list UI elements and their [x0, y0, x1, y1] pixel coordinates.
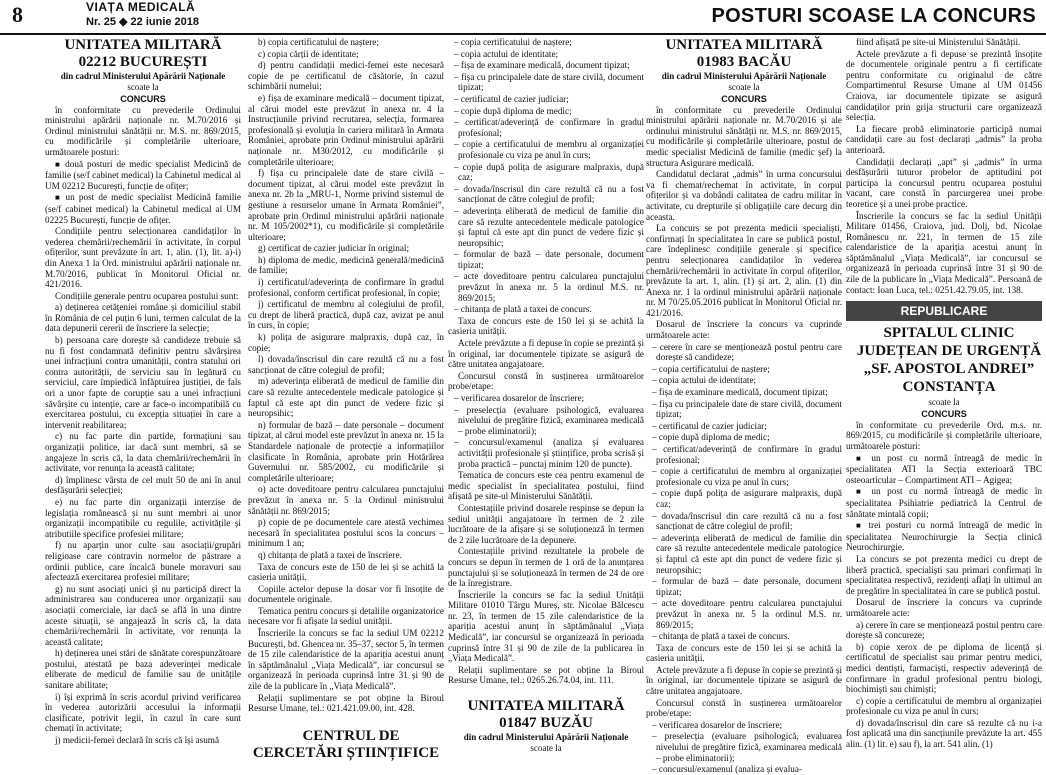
publication-name: VIAȚA MEDICALĂ — [86, 0, 196, 14]
unit-city-buzau: 01847 BUZĂU — [499, 715, 593, 732]
paragraph: – copie după diploma de medic; — [652, 432, 770, 443]
paragraph: – certificatul de cazier judiciar; — [454, 93, 569, 104]
column-4-body — [646, 105, 842, 775]
unit-subtitle-bacau: din cadrul Ministerului Apărării Naționale — [661, 71, 827, 81]
announce-line-buzau: scoate la — [530, 743, 562, 754]
paragraph: Tematica de concurs este cea pentru examenul de medic specialist în specialitatea postului, fiind afișată pe site-ul Ministerului Sănătății. — [448, 470, 644, 502]
paragraph: – copie după polița de asigurare malpraxis, după caz; — [454, 161, 644, 183]
paragraph: ■ un post cu normă întreagă de medic în specialitatea ATI la Secția exterioară TBC osteoarticular – Compartiment ATI – Agigea; — [846, 453, 1042, 486]
paragraph: k) polița de asigurare malpraxis, după caz, în copie; — [248, 332, 444, 353]
paragraph: Concursul constă în susținerea următoarelor probe/etape: — [646, 697, 842, 719]
paragraph: p) copie de pe documentele care atestă vechimea necesară în specialitatea postului scos la concurs – minimum 1 an; — [248, 517, 444, 549]
paragraph: – copia certificatului de naștere; — [454, 37, 572, 47]
paragraph: Condițiile generale pentru ocuparea postului sunt: — [55, 290, 239, 301]
paragraph: h) deținerea unei stări de sănătate corespunzătoare postului, atestată pe baza adeverinței medicale eliberate de medicul de familie sau de unitățile sanitare abilitate; — [45, 648, 241, 691]
paragraph: – fișa cu principalele date de stare civilă, document tipizat; — [652, 398, 842, 420]
paragraph: – copie a certificatului de membru al organizației profesionale cu viza pe anul în curs; — [652, 466, 842, 487]
centru-title: CENTRUL DE CERCETĂRI ȘTIINȚIFICE — [252, 727, 440, 761]
paragraph: c) copia cărții de identitate; — [258, 48, 359, 59]
paragraph: – fișa cu principalele date de stare civilă, document tipizat; — [454, 71, 644, 93]
column-2-body — [248, 37, 444, 714]
paragraph: Taxa de concurs este de 150 de lei și se achită la casieria unității. — [248, 561, 444, 583]
paragraph: Candidații declarați „apt” și „admis” în urma desfășurării tuturor probelor de aptitudini pot participa la concursul pentru ocuparea postului vacant, care constă în parcurgerea unei probe teoretice și a unei probe practice. — [846, 156, 1042, 209]
announce-line: scoate la — [127, 82, 159, 92]
paragraph: a) cerere în care se menționează postul pentru care dorește să concureze; — [846, 619, 1042, 641]
paragraph: ■ un post de medic specialist Medicină familie (se/f cabinet medical) la Cabinetul medical al UM 02225 București, funcție de ofițer. — [45, 192, 241, 225]
paragraph: q) chitanța de plată a taxei de înscriere. — [258, 549, 402, 560]
paragraph: Dosarul de înscriere la concurs va cuprinde următoarele acte: — [846, 597, 1042, 618]
issue-info: Nr. 25 ◆ 22 iunie 2018 — [86, 16, 200, 28]
paragraph: Condițiile pentru selecționarea candidaților în vederea chemării/rechemării în activitate, în corpul ofițerilor, sunt prevăzute în art. 1, alin. (1), lit. a)-i) din Anexa 1 la Ord. ministrului apărării naționale nr. M.70/2016, publicat în Monitorul Oficial nr. 421/2016. — [45, 226, 241, 290]
paragraph: ■ două posturi de medic specialist Medicină de familie (se/f cabinet medical) la Cabinetul medical al UM 02212 București, funcție de ofițer; — [45, 159, 241, 192]
column-5-body-2 — [846, 420, 1042, 750]
paragraph: – verificarea dosarelor de înscriere; — [454, 393, 585, 403]
paragraph: – preselecția (evaluare psihologică, evaluarea nivelului de pregătire fizică, examinarea medicală – probe eliminatorii); — [652, 731, 842, 763]
paragraph: b) copie xerox de pe diploma de licență și certificatul de specialist sau primar pentru medici, medici dentiști, farmaciști, respectiv adeverință de confirmare în gradul profesional pentru biologi, biochimiști sau chimiști; — [846, 641, 1042, 695]
unit-title-buzau: UNITATEA MILITARĂ — [467, 698, 625, 715]
paragraph: – copia actului de identitate; — [652, 375, 757, 386]
paragraph: – acte doveditoare pentru calcularea punctajului prevăzut în anexa nr. 5 la ordinul M.S. nr. 869/2015; — [652, 598, 842, 630]
concurs-label-bacau: CONCURS — [721, 93, 767, 104]
announce-line-hospital: scoate la — [928, 397, 960, 408]
republicare-band: REPUBLICARE — [846, 301, 1042, 321]
paragraph: – chitanța de plată a taxei de concurs. — [454, 304, 592, 315]
paragraph: – chitanța de plată a taxei de concurs. — [652, 631, 790, 642]
paragraph: Înscrierile la concurs se fac la sediul Unității Militare 01456, Craiova, jud. Dolj, bd. Nicolae Românescu nr. 221, în termen de 15 zile calendaristice de la apariția acestui anunț în săptămânalul „Viața Medicală”, iar concursul se organizează în perioada cuprinsă între 31 și 90 de zile de la publicare în „Viața Medicală”. Persoană de contact: Ioan Luca, tel.: 0251.42.79.05, int. 138. — [846, 210, 1042, 295]
paragraph: – copie după diploma de medic; — [454, 105, 572, 116]
paragraph: fiind afișată pe site-ul Ministerului Sănătății. — [856, 37, 1021, 47]
paragraph: La concurs se pot prezenta medicii specialiști, confirmați în specialitatea în care se publică postul, care îndeplinesc condițiile generale și specifice pentru selecționarea candidaților în vederea chemării/rechemării în activitate în corpul ofițerilor, prevăzute la art. 1, alin. (1) și art. 2, alin. (1) din Anexa nr. 1 la ordinul ministrului apărării naționale nr. M 70/25.05.2016 publicat în Monitorul Oficial nr. 421/2016. — [646, 223, 842, 318]
paragraph: Concursul constă în susținerea următoarelor probe/etape: — [448, 370, 644, 392]
hospital-line-4: CONSTANȚA — [902, 379, 996, 396]
paragraph: – acte doveditoare pentru calcularea punctajului prevăzut în anexa nr. 5 la ordinul M.S. nr. 869/2015; — [454, 271, 644, 303]
paragraph: – concursul/examenul (analiza și evaluarea activității profesionale și științifice, proba scrisă și proba practică – punctaj minim 120 de puncte). — [454, 437, 644, 469]
paragraph: în conformitate cu prevederile Ordinului ministrului apărării naționale nr. M.70/2016 și ale ordinului ministrului sănătății nr. M.S. nr. 869/2015, cu modificările și completările ulterioare, postul de medic specialist Medicină de familie (medic șef) la structura Asigurare medicală. — [646, 104, 842, 168]
paragraph: g) nu sunt asociați unici și nu participă direct la administrarea sau conducerea unor organizații sau asociații comerciale, iar dacă se află în una dintre aceste situații, se angajează în scris că, la data chemării/rechemării în activitate, vor renunța la această calitate; — [45, 583, 241, 647]
section-title: POSTURI SCOASE LA CONCURS — [711, 5, 1036, 27]
paragraph: – adeverința eliberată de medicul de familie din care să rezulte antecedentele medicale patologice și faptul că este apt din punct de vedere fizic și neuropsihic; — [652, 532, 842, 575]
paragraph: m) adeverința eliberată de medicul de familie din care să rezulte antecedentele medicale patologice și faptul că este apt din punct de vedere fizic și neuropsihic; — [248, 376, 444, 419]
paragraph: Candidatul declarat „admis” în urma concursului va fi chemat/rechemat în activitate, în corpul ofițerilor și va dobândi calitatea de cadru militar în activitate, cu drepturile și obligațiile care decurg din aceasta. — [646, 169, 842, 222]
paragraph: ■ trei posturi cu normă întreagă de medic în specialitatea Neurochirurgie la Secția clinică Neurochirurgie. — [846, 520, 1042, 553]
paragraph: – formular de bază – date personale, document tipizat; — [652, 576, 842, 597]
paragraph: – copia certificatului de naștere; — [652, 363, 770, 374]
paragraph: în conformitate cu prevederile Ordinului ministrului apărării naționale nr. M.70/2016 și Ordinul ministrului sănătății nr. M.S. nr. 869/2015, cu modificările și completările ulterioare, următoarele posturi: — [45, 104, 241, 157]
paragraph: – adeverința eliberată de medicul de familie din care să rezulte antecedentele medicale patologice și faptul că este apt din punct de vedere fizic și neuropsihic; — [454, 205, 644, 248]
paragraph: – concursul/examenul (analiza și evalua- — [652, 764, 802, 775]
hospital-line-2: JUDEȚEAN DE URGENȚĂ — [856, 343, 1042, 360]
paragraph: d) dovada/înscrisul din care să rezulte că nu i-a fost aplicată una din sancțiunile prevăzute la art. 455 alin. (1) lit. e) sau f), la art. 541 alin. (1) — [846, 717, 1042, 750]
paragraph: – certificat/adeverință de confirmare în gradul profesional; — [454, 117, 644, 138]
unit-city: 02212 BUCUREȘTI — [78, 54, 208, 70]
unit-title-bacau: UNITATEA MILITARĂ — [665, 37, 823, 53]
concurs-label-hospital: CONCURS — [921, 408, 967, 419]
column-5-body — [846, 37, 1042, 295]
paragraph: f) nu aparțin unor culte sau asociații/grupări religioase care contravin normelor de păstrare a ordinii publice, care încalcă bunele moravuri sau afectează exercitarea profesiei militare; — [45, 540, 241, 583]
paragraph: La fiecare probă eliminatorie participă numai candidații care au fost declarați „admis” la proba anterioară. — [846, 123, 1042, 155]
paragraph: j) certificatul de membru al colegiului de profil, cu drept de liberă practică, după caz, avizat pe anul în curs, în copie; — [248, 299, 444, 331]
paragraph: – certificat/adeverință de confirmare în gradul profesional; — [652, 444, 842, 465]
paragraph: – formular de bază – date personale, document tipizat; — [454, 249, 644, 270]
unit-city-bacau: 01983 BACĂU — [696, 54, 792, 70]
paragraph: Contestațiile privind dosarele respinse se depun la sediul unității angajatoare în termen de 2 zile lucrătoare de la afișare și se soluționează în termen de 2 zile lucrătoare de la depunere. — [448, 502, 644, 545]
paragraph: Copiile actelor depuse la dosar vor fi însoțite de documentele originale. — [248, 583, 444, 605]
paragraph: Actele prevăzute a fi depuse în copie se prezintă și în original, iar documentele tipizate se asigură de către unitatea angajatoare. — [646, 664, 842, 697]
paragraph: i) își exprimă în scris acordul privind verificarea în vederea autorizării accesului la informații clasificate, potrivit legii, în cazul în care sunt chemați în activitate; — [45, 691, 241, 734]
paragraph: f) fișa cu principalele date de stare civilă – document tipizat, al cărui model este prevăzut în anexa nr. 2b la „MRU-1, Norme privind sistemul de gestiune a resurselor umane în Armata României”, aprobate prin Ordinul ministrului apărării naționale nr. M 105/2002*1), cu modificările și completările ulterioare; — [248, 168, 444, 242]
paragraph: – dovada/înscrisul din care rezultă că nu a fost sancționat de către colegiul de profil; — [454, 183, 644, 205]
paragraph: Dosarul de înscriere la concurs va cuprinde următoarele acte: — [646, 319, 842, 341]
paragraph: – dovada/înscrisul din care rezultă că nu a fost sancționat de către colegiul de profil; — [652, 510, 842, 532]
paragraph: Taxa de concurs este de 150 lei și se achită la casieria unității. — [448, 315, 644, 337]
paragraph: – fișa de examinare medicală, document tipizat; — [454, 60, 630, 71]
paragraph: – copie a certificatului de membru al organizației profesionale cu viza pe anul în curs; — [454, 139, 644, 160]
page-header — [0, 0, 1046, 35]
unit-subtitle-buzau: din cadrul Ministerului Apărării Naționale — [463, 732, 629, 743]
paragraph: g) certificat de cazier judiciar în original; — [258, 243, 410, 254]
concurs-label: CONCURS — [120, 93, 166, 104]
paragraph: o) acte doveditoare pentru calcularea punctajului prevăzut în anexa nr. 5 la Ordinul ministrului sănătății nr. 869/2015; — [248, 484, 444, 516]
paragraph: Înscrierile la concurs se fac la sediul Unității Militare 01010 Târgu Mureș, str. Nicolae Bălcescu nr. 23, în termen de 15 zile calendaristice de la apariția acestui anunț în săptămânalul „Viața Medicală”, iar concursul se organizează în perioada cuprinsă între 31 și 90 de zile de la publicarea în „Viața Medicală”. — [448, 589, 644, 664]
paragraph: d) împlinesc vârsta de cel mult 50 de ani în anul desfășurării selecției; — [45, 474, 241, 496]
paragraph: Actele prevăzute a fi depuse în copie se prezintă și în original, iar documentele tipizate se asigură de către unitatea angajatoare. — [448, 338, 644, 370]
paragraph: – certificatul de cazier judiciar; — [652, 420, 767, 431]
unit-title: UNITATEA MILITARĂ — [64, 37, 222, 53]
paragraph: La concurs se pot prezenta medici cu drept de liberă practică, specialiști sau primari confirmați în specialitatea respectivă, rezidenți aflați în ultimul an de pregătire în specialitatea în care se publică postul. — [846, 553, 1042, 596]
column-1-body — [45, 105, 241, 746]
announce-line-bacau: scoate la — [728, 82, 760, 92]
paragraph: Actele prevăzute a fi depuse se prezintă însoțite de documentele originale pentru a fi certificate pentru conformitate cu originalul de către Compartimentul Resurse Umane al UM 01456 Craiova, iar documentele tipizate se asigură candidaților prin grija structurii care organizează selecția. — [846, 48, 1042, 123]
paragraph: – copia actului de identitate; — [454, 48, 559, 59]
paragraph: – verificarea dosarelor de înscriere; — [652, 719, 783, 730]
paragraph: Taxa de concurs este de 150 lei și se achită la casieria unității. — [646, 642, 842, 664]
paragraph: – cerere în care se menționează postul pentru care dorește să candideze; — [652, 341, 842, 363]
paragraph: h) diploma de medic, medicină generală/medicină de familie; — [248, 254, 444, 276]
paragraph: e) fișa de examinare medicală – document tipizat, al cărui model este prevăzut în anexa nr. 4 la Instrucțiunile privind recrutarea, selecția, formarea profesională și evoluția în cariera militară în Armata României, aprobate prin Ordinul ministrului apărării naționale nr. M30/2012, cu modificările și completările ulterioare; — [248, 92, 444, 167]
paragraph: Relații suplimentare se pot obține la Biroul Resurse Umane, tel.: 021.421.09.00, int. 428. — [248, 692, 444, 714]
column-5 — [846, 37, 1042, 750]
paragraph: n) formular de bază – date personale – document tipizat, al cărui model este prevăzut în anexa nr. 15 la Standardele naționale de protecție a informațiilor clasificate în România, aprobate prin Hotărârea Guvernului nr. 585/2002, cu modificările și completările ulterioare; — [248, 419, 444, 483]
paragraph: c) nu fac parte din partide, formațiuni sau organizații politice, iar dacă sunt membri, să se angajeze în scris că, la data chemării/rechemării în activitate, vor renunța la această calitate; — [45, 431, 241, 474]
paragraph: e) nu fac parte din organizații interzise de legislația românească și nu sunt membri ai unor organizații incompatibile cu regulile, activitățile și atributiile specifice profesiei militare; — [45, 496, 241, 539]
paragraph: b) copia certificatului de naștere; — [258, 37, 379, 47]
paragraph: Contestațiile privind rezultatele la probele de concurs se depun în termen de 1 oră de la anunțarea punctajului și se soluționează în termen de 24 de ore de la înregistrare. — [448, 546, 644, 589]
paragraph: Tematica pentru concurs și detaliile organizatorice necesare vor fi afișate la sediul unității. — [248, 605, 444, 627]
paragraph: ■ un post cu normă întreagă de medic în specialitatea Psihiatrie pediatrică la Centrul de sănătate mintală copii; — [846, 486, 1042, 519]
paragraph: – preselecția (evaluare psihologică, evaluarea nivelului de pregătire fizică, examinarea medicală – probe eliminatorii); — [454, 404, 644, 436]
hospital-line-1: SPITALUL CLINIC — [883, 325, 1015, 342]
column-3 — [448, 37, 644, 754]
paragraph: j) medicii-femei declară în scris că își asumă — [55, 735, 220, 746]
paragraph: Înscrierile la concurs se fac la sediul UM 02212 București, bd. Ghencea nr. 35–37, sector 5, în termen de 15 zile calendaristice de la apariția acestui anunț în săptămânalul „Viața Medicală”, iar concursul se organizează în perioada cuprinsă între 31 și 90 de zile de la publicare în „Viața Medicală”. — [248, 628, 444, 692]
paragraph: l) dovada/înscrisul din care rezultă că nu a fost sancționat de către colegiul de profil; — [248, 354, 444, 375]
paragraph: în conformitate cu prevederile Ord. m.s. nr. 869/2015, cu modificările și completările ulterioare, următoarele posturi: — [846, 419, 1042, 452]
hospital-line-3: „SF. APOSTOL ANDREI” — [863, 361, 1035, 378]
paragraph: c) copie a certificatului de membru al organizației profesionale cu viza pe anul în curs; — [846, 695, 1042, 717]
unit-subtitle: din cadrul Ministerului Apărării Naționale — [60, 71, 226, 81]
column-1 — [45, 37, 241, 746]
column-2 — [248, 37, 444, 761]
column-4 — [646, 37, 842, 775]
paragraph: a) deținerea cetățeniei române și domiciliul stabil în România de cel puțin 6 luni, termen calculat de la data depunerii cererii de înscriere la selecție; — [45, 302, 241, 334]
paragraph: Relații suplimentare se pot obține la Biroul Resurse Umane, tel.: 0265.26.74.04, int. 111. — [448, 664, 644, 686]
paragraph: d) pentru candidații medici-femei este necesară copie de pe certificatul de căsătorie, în cazul schimbării numelui; — [248, 60, 444, 92]
page-number: 8 — [12, 2, 23, 27]
paragraph: – fișa de examinare medicală, document tipizat; — [652, 387, 828, 398]
paragraph: – copie după polița de asigurare malpraxis, după caz; — [652, 488, 842, 509]
paragraph: b) persoana care dorește să candideze trebuie să nu fi fost condamnată definitiv pentru săvârșirea unei infracțiuni contra umanității, contra statului ori contra autorității, de serviciu sau în legătură cu serviciul, care împiedică înfăptuirea justiției, de fals ori a unor fapte de corupție sau a unei infracțiuni săvârșite cu intenție, care ar face-o incompatibilă cu exercitarea postului, cu excepția situației în care a intervenit reabilitarea; — [45, 335, 241, 430]
column-3-body — [448, 37, 644, 686]
paragraph: i) certificatul/adeverința de confirmare în gradul profesional, conform certificat profesional, în copie; — [248, 277, 444, 298]
